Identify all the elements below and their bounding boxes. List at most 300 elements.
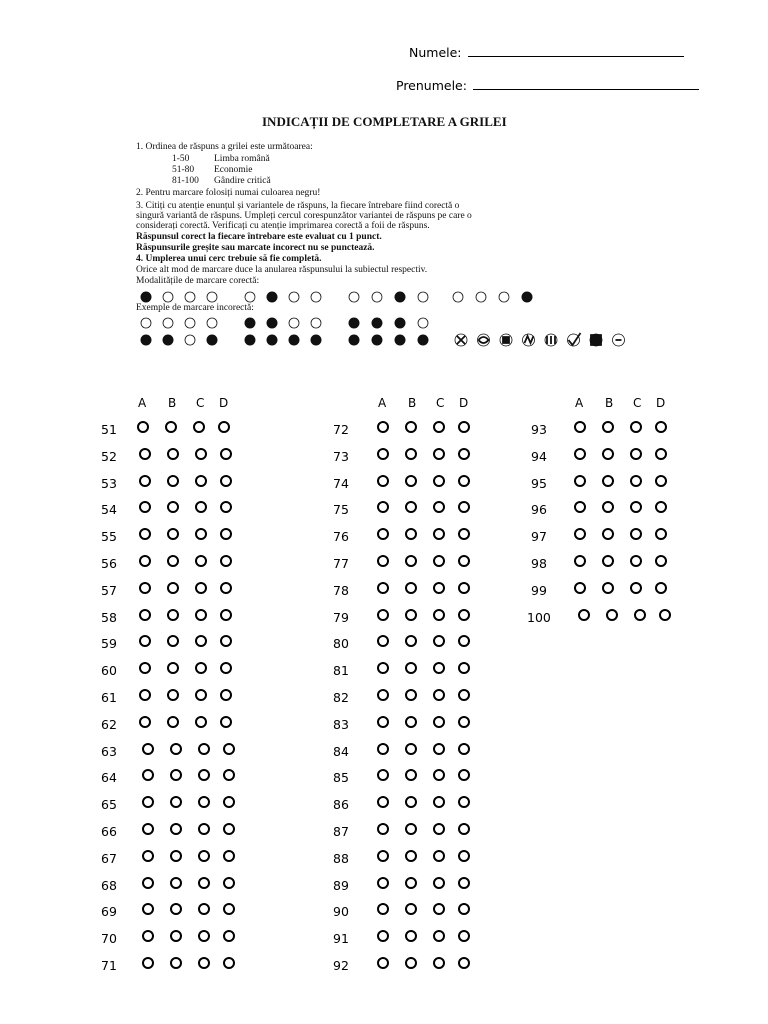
answer-bubble-a[interactable] (377, 582, 389, 594)
answer-bubble-a[interactable] (377, 689, 389, 701)
answer-bubble-a[interactable] (377, 475, 389, 487)
question-number: 87 (333, 824, 349, 839)
answer-bubble-b[interactable] (165, 421, 177, 433)
answer-bubble-d[interactable] (458, 635, 470, 647)
answer-bubble-c[interactable] (433, 903, 445, 915)
answer-bubble-b[interactable] (405, 903, 417, 915)
answer-bubble-b[interactable] (602, 582, 614, 594)
answer-bubble-a[interactable] (377, 555, 389, 567)
question-number: 57 (101, 582, 117, 598)
answer-bubble-b[interactable] (405, 528, 417, 540)
answer-bubble-b[interactable] (167, 662, 179, 674)
answer-bubble-a[interactable] (377, 501, 389, 513)
answer-bubble-d[interactable] (220, 475, 232, 487)
answer-bubble-a[interactable] (139, 555, 151, 567)
answer-bubble-d[interactable] (655, 528, 667, 540)
incorrect-mark-bubble (395, 335, 405, 345)
answer-bubble-a[interactable] (377, 743, 389, 755)
option-header-c: C (196, 396, 205, 410)
answer-bubble-a[interactable] (142, 850, 154, 862)
answer-bubble-c[interactable] (630, 582, 642, 594)
option-header-b: B (605, 396, 614, 410)
answer-bubble-c[interactable] (195, 662, 207, 674)
subject-range: 51-80 (172, 165, 195, 175)
answer-bubble-d[interactable] (220, 555, 232, 567)
answer-bubble-b[interactable] (405, 957, 417, 969)
answer-bubble-d[interactable] (458, 501, 470, 513)
answer-bubble-a[interactable] (137, 421, 149, 433)
answer-bubble-d[interactable] (223, 823, 235, 835)
answer-bubble-d[interactable] (458, 555, 470, 567)
prenumele-field[interactable] (396, 77, 699, 93)
answer-bubble-b[interactable] (405, 662, 417, 674)
answer-bubble-c[interactable] (198, 877, 210, 889)
subject-name: Limba română (214, 154, 270, 164)
question-number: 53 (101, 475, 117, 491)
correct-mark-bubble (453, 292, 463, 302)
correct-mark-bubble (499, 292, 509, 302)
answer-bubble-a[interactable] (142, 877, 154, 889)
answer-bubble-d[interactable] (655, 421, 667, 433)
answer-bubble-c[interactable] (198, 850, 210, 862)
answer-bubble-d[interactable] (659, 609, 671, 621)
question-number: 73 (333, 448, 349, 464)
instruction-line: Exemple de marcare incorectă: (136, 303, 254, 313)
answer-bubble-b[interactable] (405, 475, 417, 487)
correct-mark-bubble (207, 292, 217, 302)
incorrect-mark-bubble (418, 335, 428, 345)
answer-bubble-a[interactable] (377, 796, 389, 808)
answer-bubble-a[interactable] (574, 528, 586, 540)
answer-bubble-d[interactable] (220, 448, 232, 460)
answer-bubble-c[interactable] (195, 609, 207, 621)
answer-bubble-a[interactable] (139, 582, 151, 594)
answer-bubble-b[interactable] (167, 501, 179, 513)
answer-bubble-c[interactable] (433, 716, 445, 728)
answer-bubble-c[interactable] (433, 662, 445, 674)
answer-bubble-b[interactable] (405, 635, 417, 647)
incorrect-mark-bubble (289, 318, 299, 328)
answer-bubble-a[interactable] (377, 609, 389, 621)
correct-mark-bubble (267, 292, 277, 302)
answer-bubble-c[interactable] (433, 609, 445, 621)
correct-mark-bubble (141, 292, 151, 302)
answer-bubble-b[interactable] (405, 689, 417, 701)
answer-bubble-b[interactable] (170, 743, 182, 755)
answer-bubble-c[interactable] (195, 716, 207, 728)
invalid-mark-scribble (591, 335, 601, 345)
answer-bubble-d[interactable] (655, 501, 667, 513)
question-number: 90 (333, 904, 349, 920)
question-number: 94 (531, 448, 547, 464)
answer-bubble-d[interactable] (458, 421, 470, 433)
answer-bubble-d[interactable] (655, 475, 667, 487)
answer-bubble-a[interactable] (377, 662, 389, 674)
answer-bubble-a[interactable] (377, 716, 389, 728)
answer-bubble-a[interactable] (142, 957, 154, 969)
answer-bubble-d[interactable] (458, 582, 470, 594)
question-number: 96 (531, 502, 547, 518)
answer-bubble-d[interactable] (218, 421, 230, 433)
answer-bubble-b[interactable] (167, 716, 179, 728)
question-number: 69 (101, 904, 117, 920)
marking-examples (132, 108, 632, 358)
question-number: 51 (101, 422, 117, 437)
answer-bubble-d[interactable] (458, 689, 470, 701)
answer-bubble-c[interactable] (195, 475, 207, 487)
answer-bubble-d[interactable] (223, 957, 235, 969)
answer-bubble-d[interactable] (223, 903, 235, 915)
answer-bubble-d[interactable] (655, 555, 667, 567)
answer-bubble-c[interactable] (433, 743, 445, 755)
incorrect-mark-bubble (163, 335, 173, 345)
answer-bubble-c[interactable] (433, 475, 445, 487)
answer-bubble-b[interactable] (167, 555, 179, 567)
answer-bubble-a[interactable] (574, 582, 586, 594)
answer-bubble-b[interactable] (405, 421, 417, 433)
correct-mark-bubble (289, 292, 299, 302)
answer-bubble-b[interactable] (167, 635, 179, 647)
answer-bubble-a[interactable] (574, 448, 586, 460)
answer-bubble-a[interactable] (377, 930, 389, 942)
answer-bubble-a[interactable] (142, 930, 154, 942)
answer-bubble-c[interactable] (193, 421, 205, 433)
incorrect-mark-bubble (372, 318, 382, 328)
numele-field[interactable] (409, 44, 684, 60)
correct-mark-bubble (349, 292, 359, 302)
answer-bubble-b[interactable] (405, 716, 417, 728)
answer-bubble-c[interactable] (433, 448, 445, 460)
question-number: 67 (101, 850, 117, 866)
answer-bubble-b[interactable] (167, 475, 179, 487)
option-header-b: B (168, 396, 177, 410)
question-number: 64 (101, 770, 117, 786)
option-header-c: C (436, 396, 445, 410)
answer-bubble-c[interactable] (198, 823, 210, 835)
answer-bubble-a[interactable] (139, 475, 151, 487)
option-header-d: D (459, 396, 469, 410)
answer-bubble-a[interactable] (377, 528, 389, 540)
answer-bubble-b[interactable] (602, 448, 614, 460)
question-number: 52 (101, 448, 117, 464)
answer-bubble-c[interactable] (198, 903, 210, 915)
question-number: 79 (333, 609, 349, 625)
answer-bubble-a[interactable] (139, 716, 151, 728)
answer-bubble-d[interactable] (458, 850, 470, 862)
question-number: 98 (531, 556, 547, 571)
answer-bubble-d[interactable] (220, 501, 232, 513)
subject-name: Economie (214, 165, 253, 175)
question-number: 99 (531, 582, 547, 598)
answer-bubble-c[interactable] (433, 421, 445, 433)
invalid-mark-scribble (525, 336, 534, 343)
answer-bubble-a[interactable] (142, 743, 154, 755)
answer-bubble-b[interactable] (405, 555, 417, 567)
instructions-panel (132, 108, 632, 358)
answer-bubble-c[interactable] (630, 528, 642, 540)
answer-bubble-c[interactable] (195, 448, 207, 460)
answer-bubble-c[interactable] (630, 555, 642, 567)
incorrect-mark-bubble (311, 318, 321, 328)
answer-bubble-a[interactable] (377, 850, 389, 862)
answer-bubble-c[interactable] (630, 475, 642, 487)
answer-bubble-c[interactable] (195, 555, 207, 567)
answer-bubble-c[interactable] (433, 823, 445, 835)
question-number: 80 (333, 636, 349, 652)
answer-bubble-c[interactable] (433, 555, 445, 567)
question-number: 71 (101, 958, 117, 973)
answer-bubble-a[interactable] (377, 957, 389, 969)
incorrect-mark-bubble (418, 318, 428, 328)
answer-bubble-b[interactable] (405, 609, 417, 621)
answer-bubble-c[interactable] (198, 769, 210, 781)
answer-bubble-d[interactable] (220, 689, 232, 701)
answer-bubble-b[interactable] (167, 528, 179, 540)
incorrect-mark-bubble (207, 318, 217, 328)
answer-bubble-d[interactable] (458, 823, 470, 835)
answer-bubble-c[interactable] (433, 689, 445, 701)
answer-bubble-b[interactable] (405, 930, 417, 942)
answer-bubble-b[interactable] (170, 877, 182, 889)
instructions-title: INDICAȚII DE COMPLETARE A GRILEI (262, 114, 507, 129)
correct-mark-bubble (185, 292, 195, 302)
answer-bubble-a[interactable] (578, 609, 590, 621)
answer-bubble-d[interactable] (223, 769, 235, 781)
answer-bubble-b[interactable] (405, 850, 417, 862)
answer-bubble-b[interactable] (405, 582, 417, 594)
instruction-line: Răspunsurile greșite sau marcate incorect nu se punctează. (136, 243, 375, 253)
answer-bubble-b[interactable] (602, 475, 614, 487)
answer-bubble-a[interactable] (377, 903, 389, 915)
incorrect-mark-bubble (245, 318, 255, 328)
answer-bubble-b[interactable] (170, 850, 182, 862)
answer-bubble-d[interactable] (458, 609, 470, 621)
answer-bubble-b[interactable] (405, 743, 417, 755)
question-number: 86 (333, 797, 349, 813)
answer-bubble-d[interactable] (458, 743, 470, 755)
numele-label: Numele: (409, 45, 462, 60)
answer-bubble-c[interactable] (195, 528, 207, 540)
instruction-line: 2. Pentru marcare folosiți numai culoarea negru! (136, 188, 321, 198)
invalid-mark-scribble (503, 337, 509, 343)
question-number: 76 (333, 529, 349, 545)
answer-bubble-b[interactable] (170, 930, 182, 942)
answer-bubble-d[interactable] (223, 930, 235, 942)
question-number: 59 (101, 636, 117, 652)
answer-bubble-d[interactable] (655, 448, 667, 460)
correct-mark-bubble (372, 292, 382, 302)
answer-bubble-d[interactable] (458, 528, 470, 540)
answer-bubble-c[interactable] (433, 528, 445, 540)
answer-bubble-b[interactable] (405, 823, 417, 835)
answer-bubble-b[interactable] (170, 796, 182, 808)
answer-bubble-c[interactable] (630, 421, 642, 433)
answer-bubble-b[interactable] (167, 582, 179, 594)
question-number: 58 (101, 609, 117, 625)
answer-bubble-b[interactable] (405, 796, 417, 808)
answer-bubble-a[interactable] (377, 823, 389, 835)
correct-mark-bubble (245, 292, 255, 302)
incorrect-mark-bubble (141, 335, 151, 345)
answer-bubble-a[interactable] (574, 475, 586, 487)
incorrect-mark-bubble (289, 335, 299, 345)
answer-bubble-a[interactable] (377, 877, 389, 889)
answer-bubble-c[interactable] (433, 582, 445, 594)
answer-bubble-a[interactable] (139, 501, 151, 513)
question-number: 75 (333, 502, 349, 518)
option-header-a: A (138, 396, 147, 410)
answer-bubble-c[interactable] (433, 635, 445, 647)
answer-bubble-a[interactable] (139, 609, 151, 621)
answer-bubble-d[interactable] (220, 662, 232, 674)
question-number: 95 (531, 475, 547, 491)
answer-bubble-b[interactable] (167, 609, 179, 621)
incorrect-mark-bubble (349, 318, 359, 328)
answer-bubble-c[interactable] (433, 850, 445, 862)
question-number: 68 (101, 877, 117, 893)
incorrect-mark-bubble (207, 335, 217, 345)
subject-range: 81-100 (172, 176, 199, 186)
question-number: 93 (531, 422, 547, 437)
answer-bubble-a[interactable] (139, 528, 151, 540)
instruction-line: 3. Citiți cu atenție enunțul și variantele de răspuns, la fiecare întrebare fiind corectă o (136, 201, 460, 211)
instruction-line: Orice alt mod de marcare duce la anularea răspunsului la subiectul respectiv. (136, 265, 428, 275)
answer-bubble-a[interactable] (142, 903, 154, 915)
answer-bubble-b[interactable] (405, 877, 417, 889)
answer-bubble-c[interactable] (433, 769, 445, 781)
invalid-mark-scribble (457, 336, 465, 344)
answer-bubble-c[interactable] (198, 930, 210, 942)
answer-bubble-a[interactable] (377, 635, 389, 647)
answer-bubble-c[interactable] (198, 957, 210, 969)
answer-bubble-c[interactable] (433, 877, 445, 889)
incorrect-mark-bubble (349, 335, 359, 345)
answer-bubble-b[interactable] (602, 528, 614, 540)
answer-bubble-a[interactable] (574, 421, 586, 433)
answer-bubble-c[interactable] (433, 930, 445, 942)
answer-bubble-d[interactable] (223, 796, 235, 808)
answer-bubble-d[interactable] (220, 582, 232, 594)
incorrect-mark-bubble (141, 318, 151, 328)
answer-bubble-a[interactable] (377, 769, 389, 781)
answer-bubble-a[interactable] (139, 448, 151, 460)
instruction-line: 1. Ordinea de răspuns a grilei este următoarea: (136, 142, 313, 152)
answer-bubble-a[interactable] (377, 448, 389, 460)
answer-bubble-a[interactable] (142, 823, 154, 835)
question-number: 77 (333, 556, 349, 571)
incorrect-mark-bubble (372, 335, 382, 345)
answer-bubble-a[interactable] (574, 555, 586, 567)
option-header-c: C (633, 396, 642, 410)
answer-bubble-b[interactable] (405, 501, 417, 513)
numele-blank-line[interactable] (468, 44, 684, 57)
answer-bubble-b[interactable] (170, 903, 182, 915)
answer-bubble-c[interactable] (198, 743, 210, 755)
answer-bubble-d[interactable] (458, 716, 470, 728)
incorrect-mark-bubble (245, 335, 255, 345)
answer-bubble-a[interactable] (142, 769, 154, 781)
answer-bubble-c[interactable] (198, 796, 210, 808)
answer-bubble-d[interactable] (458, 796, 470, 808)
answer-bubble-b[interactable] (405, 769, 417, 781)
answer-bubble-b[interactable] (170, 823, 182, 835)
answer-bubble-d[interactable] (458, 957, 470, 969)
answer-bubble-d[interactable] (458, 448, 470, 460)
question-number: 56 (101, 556, 117, 571)
answer-bubble-d[interactable] (223, 743, 235, 755)
answer-bubble-c[interactable] (630, 501, 642, 513)
question-number: 63 (101, 743, 117, 759)
answer-bubble-c[interactable] (634, 609, 646, 621)
answer-bubble-b[interactable] (167, 689, 179, 701)
question-number: 55 (101, 529, 117, 545)
prenumele-blank-line[interactable] (473, 77, 699, 90)
question-number: 91 (333, 931, 349, 947)
answer-bubble-d[interactable] (655, 582, 667, 594)
answer-bubble-d[interactable] (220, 716, 232, 728)
answer-bubble-b[interactable] (602, 555, 614, 567)
question-number: 60 (101, 663, 117, 679)
answer-bubble-d[interactable] (220, 635, 232, 647)
correct-mark-bubble (522, 292, 532, 302)
answer-bubble-c[interactable] (195, 689, 207, 701)
answer-bubble-c[interactable] (630, 448, 642, 460)
answer-bubble-a[interactable] (142, 796, 154, 808)
answer-bubble-b[interactable] (170, 769, 182, 781)
incorrect-mark-bubble (185, 335, 195, 345)
answer-bubble-d[interactable] (458, 930, 470, 942)
answer-bubble-a[interactable] (377, 421, 389, 433)
answer-bubble-c[interactable] (433, 796, 445, 808)
question-number: 97 (531, 529, 547, 545)
answer-bubble-d[interactable] (458, 662, 470, 674)
answer-bubble-c[interactable] (195, 635, 207, 647)
answer-bubble-a[interactable] (574, 501, 586, 513)
answer-bubble-d[interactable] (220, 609, 232, 621)
answer-bubble-b[interactable] (602, 501, 614, 513)
correct-mark-bubble (418, 292, 428, 302)
answer-bubble-d[interactable] (223, 850, 235, 862)
answer-bubble-c[interactable] (433, 501, 445, 513)
question-number: 85 (333, 770, 349, 786)
instruction-line: Modalitățile de marcare corectă: (136, 276, 260, 286)
answer-bubble-a[interactable] (139, 662, 151, 674)
incorrect-mark-bubble (185, 318, 195, 328)
answer-bubble-a[interactable] (139, 689, 151, 701)
answer-bubble-b[interactable] (606, 609, 618, 621)
invalid-mark-scribble (547, 336, 555, 344)
answer-bubble-c[interactable] (433, 957, 445, 969)
answer-bubble-c[interactable] (195, 501, 207, 513)
answer-bubble-d[interactable] (458, 903, 470, 915)
answer-bubble-c[interactable] (195, 582, 207, 594)
answer-bubble-d[interactable] (458, 475, 470, 487)
answer-bubble-d[interactable] (223, 877, 235, 889)
question-number: 89 (333, 877, 349, 893)
answer-bubble-b[interactable] (602, 421, 614, 433)
answer-bubble-a[interactable] (139, 635, 151, 647)
answer-bubble-b[interactable] (405, 448, 417, 460)
incorrect-mark-bubble (163, 318, 173, 328)
answer-bubble-d[interactable] (458, 877, 470, 889)
answer-bubble-d[interactable] (458, 769, 470, 781)
answer-bubble-d[interactable] (220, 528, 232, 540)
option-header-a: A (575, 396, 584, 410)
answer-bubble-b[interactable] (170, 957, 182, 969)
question-number: 83 (333, 716, 349, 732)
answer-bubble-b[interactable] (167, 448, 179, 460)
incorrect-mark-bubble (267, 318, 277, 328)
